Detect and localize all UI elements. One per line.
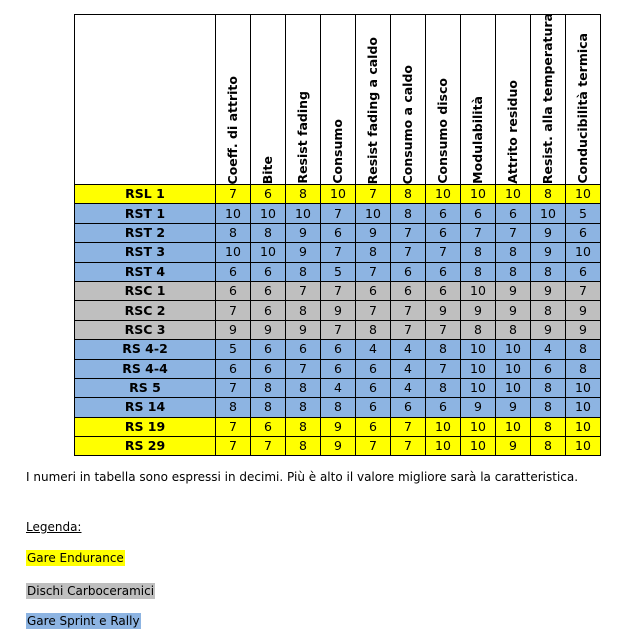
value-cell: 8	[286, 437, 321, 456]
value-cell: 9	[566, 320, 601, 339]
value-cell: 8	[286, 301, 321, 320]
value-cell: 10	[426, 185, 461, 204]
value-cell: 5	[566, 204, 601, 223]
value-cell: 8	[461, 320, 496, 339]
value-cell: 8	[461, 243, 496, 262]
value-cell: 6	[216, 359, 251, 378]
value-cell: 10	[461, 417, 496, 436]
table-row	[75, 378, 601, 397]
column-header-label: Coeff. di attrito	[225, 75, 240, 184]
value-cell: 10	[251, 243, 286, 262]
value-cell: 6	[356, 359, 391, 378]
value-cell: 8	[286, 417, 321, 436]
value-cell: 7	[566, 281, 601, 300]
value-cell: 6	[251, 340, 286, 359]
value-cell: 7	[356, 185, 391, 204]
value-cell: 10	[566, 243, 601, 262]
value-cell: 10	[566, 417, 601, 436]
column-header-label: Consumo	[330, 119, 345, 184]
value-cell: 8	[251, 398, 286, 417]
value-cell: 10	[461, 378, 496, 397]
value-cell: 10	[426, 437, 461, 456]
column-header	[531, 12, 566, 185]
value-cell: 6	[356, 281, 391, 300]
value-cell: 7	[496, 223, 531, 242]
value-cell: 6	[496, 204, 531, 223]
value-cell: 9	[286, 223, 321, 242]
legend-carbon: Dischi Carboceramici	[27, 584, 155, 598]
value-cell: 10	[356, 204, 391, 223]
value-cell: 8	[286, 185, 321, 204]
value-cell: 6	[286, 340, 321, 359]
value-cell: 6	[321, 359, 356, 378]
column-header	[496, 15, 531, 185]
value-cell: 8	[426, 340, 461, 359]
value-cell: 6	[391, 398, 426, 417]
legend-title: Legenda:	[26, 520, 82, 534]
value-cell: 6	[356, 378, 391, 397]
value-cell: 9	[496, 301, 531, 320]
column-header	[216, 15, 251, 185]
column-header-label: Attrito residuo	[505, 80, 520, 184]
table-row	[75, 417, 601, 436]
column-header-label: Resist fading	[295, 91, 310, 184]
value-cell: 10	[286, 204, 321, 223]
value-cell: 6	[391, 281, 426, 300]
value-cell: 7	[391, 243, 426, 262]
value-cell: 7	[426, 359, 461, 378]
column-header	[461, 15, 496, 185]
value-cell: 10	[566, 185, 601, 204]
value-cell: 6	[251, 359, 286, 378]
value-cell: 9	[251, 320, 286, 339]
value-cell: 10	[461, 359, 496, 378]
value-cell: 9	[426, 301, 461, 320]
legend-sprint: Gare Sprint e Rally	[27, 614, 140, 628]
value-cell: 10	[461, 437, 496, 456]
value-cell: 7	[426, 320, 461, 339]
value-cell: 7	[391, 417, 426, 436]
value-cell: 9	[286, 243, 321, 262]
column-header	[356, 15, 391, 185]
value-cell: 10	[496, 359, 531, 378]
value-cell: 9	[321, 417, 356, 436]
value-cell: 10	[216, 204, 251, 223]
row-name-cell: RSC 3	[75, 320, 216, 339]
value-cell: 8	[531, 185, 566, 204]
value-cell: 10	[566, 378, 601, 397]
table-row	[75, 359, 601, 378]
value-cell: 8	[496, 243, 531, 262]
value-cell: 10	[461, 340, 496, 359]
value-cell: 6	[251, 417, 286, 436]
row-name-cell: RS 4-2	[75, 340, 216, 359]
value-cell: 9	[461, 398, 496, 417]
value-cell: 8	[286, 378, 321, 397]
value-cell: 6	[321, 340, 356, 359]
row-name-cell: RST 4	[75, 262, 216, 281]
value-cell: 6	[566, 262, 601, 281]
value-cell: 6	[216, 262, 251, 281]
value-cell: 6	[251, 262, 286, 281]
table-row	[75, 204, 601, 223]
value-cell: 8	[531, 437, 566, 456]
value-cell: 10	[461, 281, 496, 300]
value-cell: 6	[356, 417, 391, 436]
value-cell: 9	[566, 301, 601, 320]
value-cell: 7	[321, 281, 356, 300]
value-cell: 4	[321, 378, 356, 397]
value-cell: 8	[496, 320, 531, 339]
value-cell: 10	[426, 417, 461, 436]
value-cell: 9	[216, 320, 251, 339]
column-header-label: Bite	[260, 155, 275, 184]
table-row	[75, 262, 601, 281]
value-cell: 7	[426, 243, 461, 262]
value-cell: 6	[426, 223, 461, 242]
value-cell: 6	[356, 398, 391, 417]
value-cell: 10	[566, 398, 601, 417]
value-cell: 10	[251, 204, 286, 223]
value-cell: 7	[356, 301, 391, 320]
value-cell: 5	[216, 340, 251, 359]
value-cell: 6	[566, 223, 601, 242]
table-row	[75, 185, 601, 204]
value-cell: 8	[356, 320, 391, 339]
value-cell: 7	[216, 417, 251, 436]
value-cell: 6	[251, 301, 286, 320]
value-cell: 4	[391, 340, 426, 359]
value-cell: 6	[391, 262, 426, 281]
table-row	[75, 281, 601, 300]
value-cell: 7	[391, 301, 426, 320]
table-corner-cell	[75, 15, 216, 185]
row-name-cell: RS 5	[75, 378, 216, 397]
row-name-cell: RSC 2	[75, 301, 216, 320]
value-cell: 8	[251, 378, 286, 397]
value-cell: 8	[531, 262, 566, 281]
value-cell: 6	[251, 281, 286, 300]
value-cell: 6	[426, 281, 461, 300]
value-cell: 8	[251, 223, 286, 242]
value-cell: 10	[321, 185, 356, 204]
value-cell: 6	[531, 359, 566, 378]
value-cell: 8	[426, 378, 461, 397]
value-cell: 9	[531, 320, 566, 339]
value-cell: 10	[496, 340, 531, 359]
value-cell: 9	[461, 301, 496, 320]
value-cell: 8	[391, 185, 426, 204]
value-cell: 9	[286, 320, 321, 339]
value-cell: 7	[356, 437, 391, 456]
value-cell: 7	[251, 437, 286, 456]
value-cell: 10	[496, 185, 531, 204]
value-cell: 7	[391, 320, 426, 339]
value-cell: 7	[286, 359, 321, 378]
column-header-label: Conducibilità termica	[575, 33, 590, 184]
row-name-cell: RS 29	[75, 437, 216, 456]
value-cell: 5	[321, 262, 356, 281]
value-cell: 8	[531, 417, 566, 436]
table-body	[75, 185, 601, 456]
column-header-label: Resist. alla temperatura	[540, 12, 555, 184]
column-header	[566, 15, 601, 185]
value-cell: 7	[391, 437, 426, 456]
column-header	[391, 15, 426, 185]
value-cell: 8	[531, 398, 566, 417]
column-header-label: Consumo a caldo	[400, 64, 415, 184]
table-row	[75, 301, 601, 320]
value-cell: 8	[531, 301, 566, 320]
value-cell: 9	[496, 281, 531, 300]
value-cell: 4	[356, 340, 391, 359]
table-row	[75, 398, 601, 417]
value-cell: 6	[461, 204, 496, 223]
value-cell: 7	[216, 185, 251, 204]
value-cell: 8	[391, 204, 426, 223]
column-header-label: Consumo disco	[435, 78, 450, 184]
value-cell: 7	[286, 281, 321, 300]
row-name-cell: RS 4-4	[75, 359, 216, 378]
value-cell: 9	[496, 398, 531, 417]
value-cell: 8	[216, 398, 251, 417]
value-cell: 9	[531, 223, 566, 242]
value-cell: 9	[321, 437, 356, 456]
value-cell: 8	[216, 223, 251, 242]
value-cell: 8	[566, 359, 601, 378]
value-cell: 7	[321, 320, 356, 339]
column-header-label: Resist fading a caldo	[365, 36, 380, 184]
value-cell: 7	[216, 378, 251, 397]
value-cell: 6	[426, 398, 461, 417]
value-cell: 9	[356, 223, 391, 242]
value-cell: 7	[321, 243, 356, 262]
value-cell: 4	[531, 340, 566, 359]
table-row	[75, 340, 601, 359]
table-row	[75, 243, 601, 262]
value-cell: 6	[426, 204, 461, 223]
column-header	[426, 15, 461, 185]
table-row	[75, 320, 601, 339]
value-cell: 6	[321, 223, 356, 242]
table-row	[75, 437, 601, 456]
value-cell: 8	[461, 262, 496, 281]
value-cell: 8	[496, 262, 531, 281]
table-header-row	[75, 15, 601, 185]
row-name-cell: RSL 1	[75, 185, 216, 204]
legend-endurance: Gare Endurance	[27, 551, 124, 565]
column-header	[251, 15, 286, 185]
value-cell: 6	[251, 185, 286, 204]
column-header	[321, 15, 356, 185]
value-cell: 10	[496, 417, 531, 436]
row-name-cell: RS 19	[75, 417, 216, 436]
value-cell: 7	[321, 204, 356, 223]
value-cell: 8	[286, 262, 321, 281]
row-name-cell: RST 1	[75, 204, 216, 223]
table-note: I numeri in tabella sono espressi in decimi. Più è alto il valore migliore sarà la caratteristica.	[26, 470, 579, 484]
value-cell: 8	[566, 340, 601, 359]
value-cell: 6	[216, 281, 251, 300]
table-row	[75, 223, 601, 242]
value-cell: 10	[531, 204, 566, 223]
value-cell: 7	[461, 223, 496, 242]
row-name-cell: RST 2	[75, 223, 216, 242]
value-cell: 4	[391, 378, 426, 397]
brake-pad-table	[74, 14, 601, 456]
value-cell: 8	[356, 243, 391, 262]
value-cell: 8	[286, 398, 321, 417]
value-cell: 7	[216, 301, 251, 320]
value-cell: 9	[531, 281, 566, 300]
value-cell: 8	[321, 398, 356, 417]
value-cell: 4	[391, 359, 426, 378]
value-cell: 10	[496, 378, 531, 397]
value-cell: 7	[391, 223, 426, 242]
value-cell: 10	[566, 437, 601, 456]
value-cell: 8	[531, 378, 566, 397]
value-cell: 9	[496, 437, 531, 456]
value-cell: 9	[321, 301, 356, 320]
value-cell: 7	[216, 437, 251, 456]
value-cell: 10	[461, 185, 496, 204]
value-cell: 6	[426, 262, 461, 281]
row-name-cell: RS 14	[75, 398, 216, 417]
value-cell: 9	[531, 243, 566, 262]
column-header	[286, 15, 321, 185]
value-cell: 10	[216, 243, 251, 262]
row-name-cell: RST 3	[75, 243, 216, 262]
column-header-label: Modulabilità	[470, 96, 485, 184]
value-cell: 7	[356, 262, 391, 281]
row-name-cell: RSC 1	[75, 281, 216, 300]
